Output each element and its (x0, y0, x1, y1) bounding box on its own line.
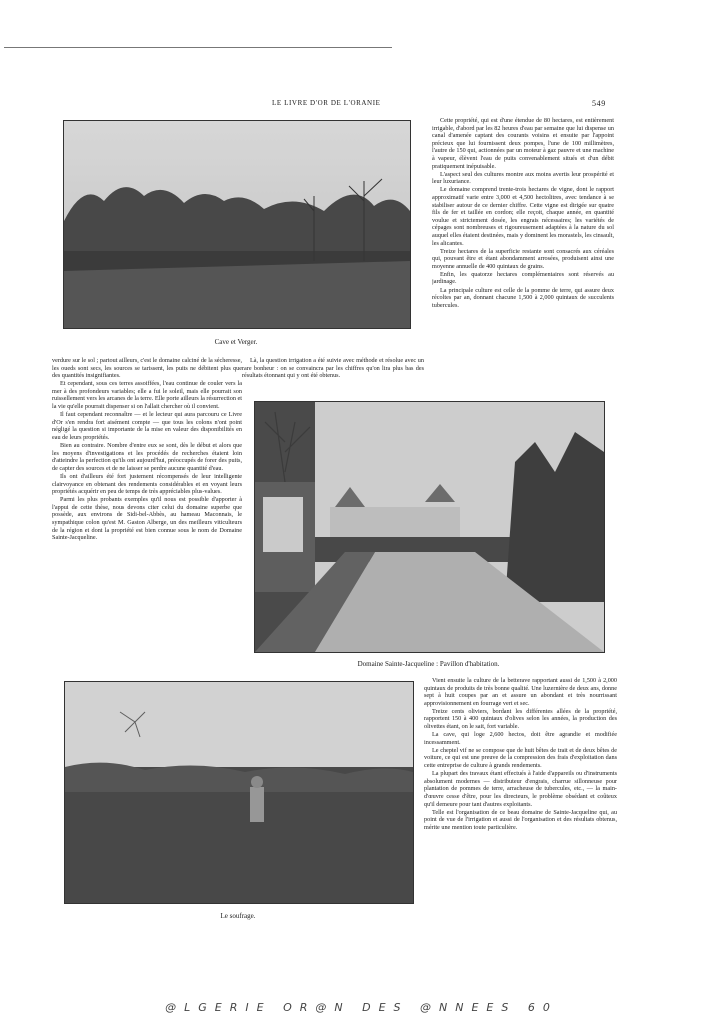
paragraph: Parmi les plus probants exemples qu'il nous est possible d'apporter à l'appui de cette thèse, nous devons citer celui du domaine superbe que possède, aux environs de Sidi-bel-Abbès, au hameau Maconnais, le sympathique colon qu'est M. Gaston Alberge, un des meilleurs viticulteurs de la région et dont la propriété est bien connue sous le nom de Domaine Sainte-Jacqueline. (52, 496, 242, 542)
paragraph: La cave, qui loge 2,600 hectos, doit être agrandie et modifiée incessamment. (424, 731, 617, 746)
page-number: 549 (592, 99, 606, 108)
caption-cave: Cave et Verger. (214, 338, 258, 346)
paragraph: La plupart des travaux étant effectués à l'aide d'appareils ou d'instruments absolument modernes — distributeur d'engrais, charrue sillonneuse pour plantation de pommes de terre, arracheuse de tubercules, etc., — la main-d'œuvre cesse d'être, pour les directeurs, le problème obsédant et coûteux qu'il demeure pour tant d'autres exploitants. (424, 770, 617, 808)
paragraph: Enfin, les quatorze hectares complémentaires sont réservés au jardinage. (432, 270, 614, 286)
caption-domaine: Domaine Sainte-Jacqueline : Pavillon d'habitation. (357, 660, 500, 668)
paragraph: Le domaine comprend trente-trois hectares de vigne, dont le rapport approximatif varie entre 3,000 et 4,500 hectolitres, avec tendance à se stabiliser autour de ce dernier chiffre. Cette vigne est dirigée sur quatre fils de fer et taillée en cordon; elle reçoit, chaque année, en quantité voulue et strictement dosée, les engrais nécessaires; les variétés de cépages sont nombreuses et rigoureusement adaptées à la nature du sol auquel elles étaient destinées, mais y dominent les morastels, les cinsault, les alicantes. (432, 186, 614, 247)
paragraph: Ils ont d'ailleurs été fort justement récompensés de leur intelligente clairvoyance en obtenant des rendements considérables et en voyant leurs propriétés acquérir en peu de temps de très appréciables plus-values. (52, 472, 242, 496)
photo-domaine-sainte-jacqueline (254, 401, 605, 653)
caption-soufrage: Le soufrage. (220, 912, 256, 920)
paragraph: Telle est l'organisation de ce beau domaine de Sainte-Jacqueline qui, au point de vue de l'irrigation et aussi de l'organisation et des résultats obtenus, mérite une mention toute particulière. (424, 808, 617, 831)
paragraph: Il faut cependant reconnaître — et le lecteur qui aura parcouru ce Livre d'Or s'en rendra fort aisément compte — que tous les colons n'ont point négligé la question si importante de la mise en valeur des disponibilités en eau de leurs propriétés. (52, 411, 242, 441)
left-column-text (52, 357, 242, 669)
paragraph: Treize hectares de la superficie restante sont consacrés aux céréales qui, pouvant être et étant abondamment arrosées, produisent ainsi une moyenne annuelle de 400 quintaux de grains. (432, 247, 614, 270)
photo-le-soufrage (64, 681, 414, 904)
paragraph: Cette propriété, qui est d'une étendue de 80 hectares, est entièrement irrigable, d'abord par les 82 heures d'eau par semaine que lui dispense un canal d'amenée captant des courants voisins et ensuite par l'appoint précieux que lui fournissent deux pompes, l'une de 100 millimètres, l'autre de 150 qui, actionnées par un moteur à gaz pauvre et une machine à vapeur, élèvent l'eau de puits convenablement situés et d'un débit pratiquement inépuisable. (432, 117, 614, 170)
paragraph: Treize cents oliviers, bordant les différentes allées de la propriété, rapportent 150 à 400 quintaux d'olives selon les années, la production des olivettes étant, on le sait, fort variable. (424, 707, 617, 731)
right-bottom-text (424, 677, 617, 921)
paragraph: verdure sur le sol ; partout ailleurs, c'est le domaine calciné de la sécheresse, les oueds sont secs, les sources se tarissent, les puits ne débitent plus que des quantités insignifiantes. (52, 357, 242, 380)
right-top-text (432, 117, 614, 375)
photo-cave-et-verger (63, 120, 411, 329)
paragraph: La principale culture est celle de la pomme de terre, qui assure deux récoltes par an, donnant chacune 1,500 à 2,000 quintaux de succulents tubercules. (432, 286, 614, 309)
paragraph: Bien au contraire. Nombre d'entre eux se sont, dès le début et alors que les moyens d'investigations et les procédés de recherches étaient loin d'atteindre la perfection qu'ils ont aujourd'hui, préoccupés de forer des puits, de capter des sources et de ne laisser se perdre aucune quantité d'eau. (52, 442, 242, 472)
paragraph: Là, la question irrigation a été suivie avec méthode et résolue avec un rare bonheur : on se convaincra par les chiffres qu'on lira plus bas des résultats étonnant qui y ont été obtenus. (242, 357, 424, 380)
middle-column-text (242, 357, 424, 389)
running-title: LE LIVRE D'OR DE L'ORANIE (272, 99, 381, 107)
paragraph: L'aspect seul des cultures montre aux moins avertis leur prospérité et leur luxuriance. (432, 170, 614, 186)
watermark: @LGERIE OR@N DES @NNEES 60 (165, 1001, 558, 1014)
paragraph: Le cheptel vif ne se compose que de huit bêtes de trait et de deux bêtes de voiture, ce qui est une preuve de la compression des frais d'exploitation dans cette entreprise de culture à grands rendements. (424, 746, 617, 770)
top-rule (4, 47, 392, 48)
paragraph: Vient ensuite la culture de la betterave rapportant aussi de 1,500 à 2,000 quintaux de produits de très bonne qualité. Une luzernière de deux ans, donne sept à huit coupes par an et assure un abondant et très nourrissant approvisionnement en fourrage vert et sec. (424, 677, 617, 707)
paragraph: Et cependant, sous ces terres assoiffées, l'eau continue de couler vers la mer à des profondeurs variables; elle a fui le soleil, mais elle pourrait son ruissellement vers les arcanes de la terre. Elle porte ailleurs la résurrection et la vie qu'elle pourrait dispenser si on l'allait chercher où il convient. (52, 380, 242, 411)
